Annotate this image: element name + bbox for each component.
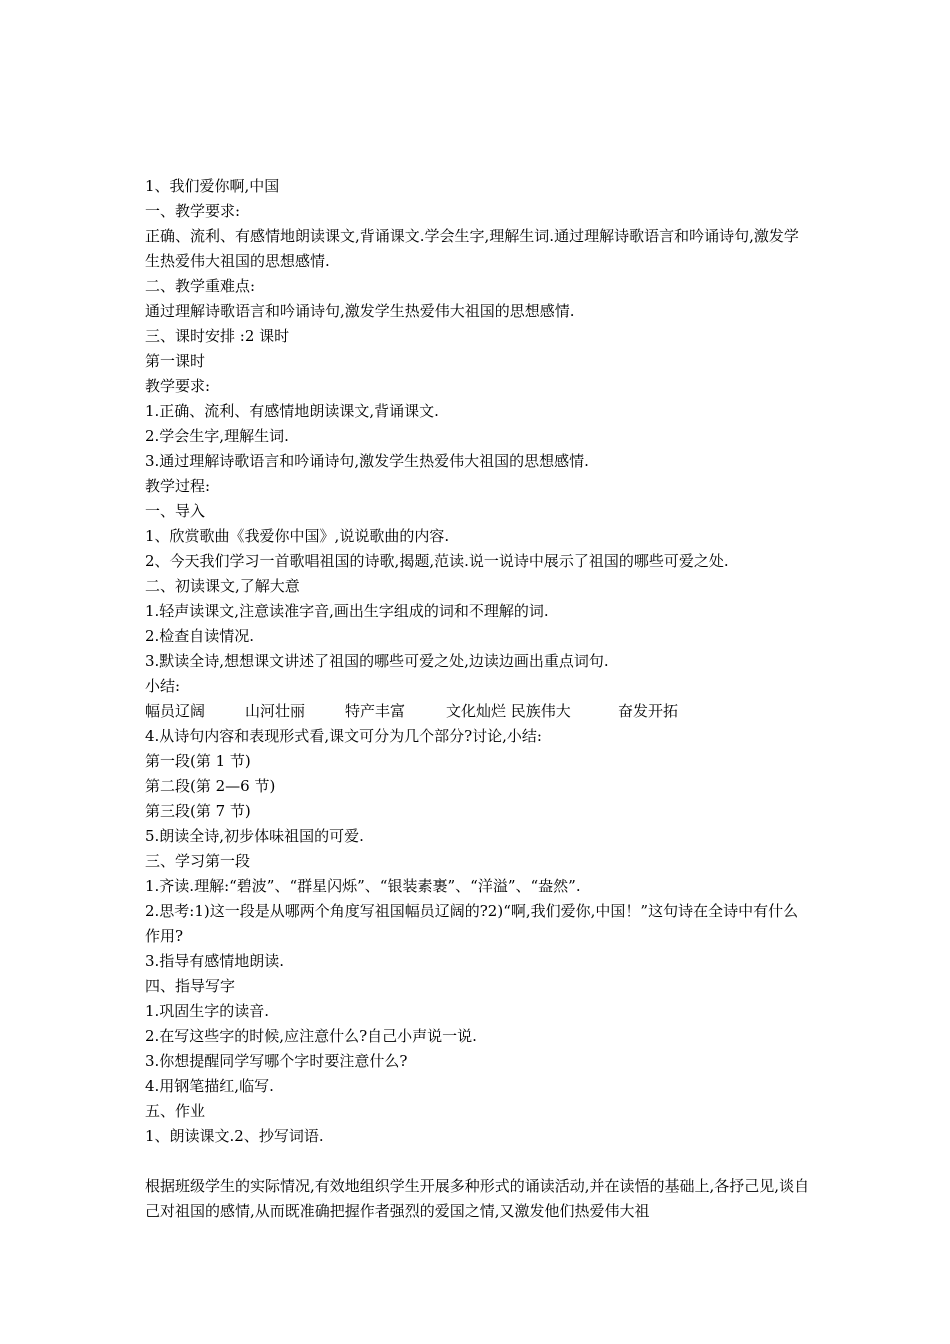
- section-heading-schedule: 三、课时安排 :2 课时: [145, 327, 290, 345]
- text-line: 教学要求:: [145, 377, 211, 395]
- summary-item: 幅员辽阔: [145, 702, 206, 720]
- text-line: 1、欣赏歌曲《我爱你中国》,说说歌曲的内容.: [145, 527, 450, 545]
- think-paragraph: 2.思考:1)这一段是从哪两个角度写祖国幅员辽阔的?2)“啊,我们爱你,中国！”这句诗在全诗中有什么作用?: [145, 902, 799, 945]
- text-line: 第二段(第 2—6 节): [145, 777, 276, 795]
- document-body: [145, 174, 810, 1224]
- summary-label: 小结:: [145, 677, 181, 695]
- summary-item: 山河壮丽: [245, 702, 306, 720]
- text-line: 2.学会生字,理解生词.: [145, 427, 289, 445]
- summary-items: [145, 699, 810, 724]
- text-line: 2、今天我们学习一首歌唱祖国的诗歌,揭题,范读.说一说诗中展示了祖国的哪些可爱之处.: [145, 552, 729, 570]
- section-heading-homework: 五、作业: [145, 1102, 206, 1120]
- text-line: 1.齐读.理解:“碧波”、“群星闪烁”、“银装素裹”、“洋溢”、“盎然”.: [145, 877, 581, 895]
- text-line: 1、朗读课文.2、抄写词语.: [145, 1127, 324, 1145]
- text-line: 4.从诗句内容和表现形式看,课文可分为几个部分?讨论,小结:: [145, 727, 542, 745]
- text-line: 1.轻声读课文,注意读准字音,画出生字组成的词和不理解的词.: [145, 602, 549, 620]
- text-line: 3.你想提醒同学写哪个字时要注意什么?: [145, 1052, 408, 1070]
- text-line: 4.用钢笔描红,临写.: [145, 1077, 274, 1095]
- summary-item: 特产丰富: [345, 702, 406, 720]
- text-line: 第三段(第 7 节): [145, 802, 251, 820]
- text-line: 3.指导有感情地朗读.: [145, 952, 285, 970]
- lesson-title: 1、我们爱你啊,中国: [145, 177, 280, 195]
- section-heading-requirements: 一、教学要求:: [145, 202, 241, 220]
- text-line: 通过理解诗歌语言和吟诵诗句,激发学生热爱伟大祖国的思想感情.: [145, 302, 575, 320]
- text-line: 1.正确、流利、有感情地朗读课文,背诵课文.: [145, 402, 439, 420]
- requirements-paragraph: 正确、流利、有感情地朗读课文,背诵课文.学会生字,理解生词.通过理解诗歌语言和吟诵诗句,激发学生热爱伟大祖国的思想感情.: [145, 227, 799, 270]
- text-line: 第一段(第 1 节): [145, 752, 251, 770]
- text-line: 1.巩固生字的读音.: [145, 1002, 270, 1020]
- text-line: 2.在写这些字的时候,应注意什么?自己小声说一说.: [145, 1027, 477, 1045]
- text-line: 三、学习第一段: [145, 852, 251, 870]
- text-line: 3.默读全诗,想想课文讲述了祖国的哪些可爱之处,边读边画出重点词句.: [145, 652, 609, 670]
- summary-item: 文化灿烂 民族伟大: [446, 702, 571, 720]
- section-heading-key-points: 二、教学重难点:: [145, 277, 256, 295]
- section-heading-first-lesson: 第一课时: [145, 352, 206, 370]
- text-line: 2.检查自读情况.: [145, 627, 255, 645]
- section-heading-process: 教学过程:: [145, 477, 211, 495]
- text-line: 二、初读课文,了解大意: [145, 577, 300, 595]
- text-line: 5.朗读全诗,初步体味祖国的可爱.: [145, 827, 364, 845]
- text-line: 一、导入: [145, 502, 206, 520]
- paragraph-spacer: [145, 1149, 810, 1174]
- section-heading-writing: 四、指导写字: [145, 977, 236, 995]
- summary-item: 奋发开拓: [618, 702, 679, 720]
- text-line: 3.通过理解诗歌语言和吟诵诗句,激发学生热爱伟大祖国的思想感情.: [145, 452, 589, 470]
- reflection-paragraph: 根据班级学生的实际情况,有效地组织学生开展多种形式的诵读活动,并在读悟的基础上,各抒己见,谈自己对祖国的感情,从而既准确把握作者强烈的爱国之情,又激发他们热爱伟大祖: [145, 1177, 810, 1220]
